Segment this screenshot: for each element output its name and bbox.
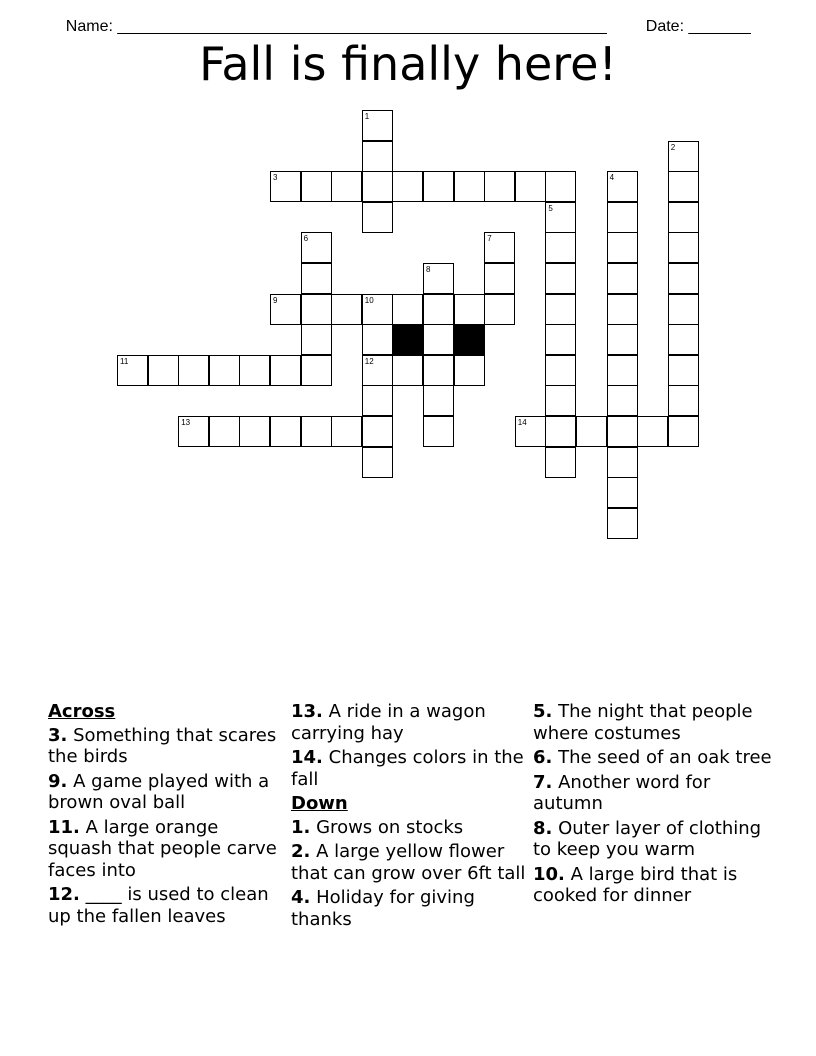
clue-down-5 (533, 701, 778, 744)
crossword-cell[interactable] (423, 294, 454, 325)
clue-number: 3. (48, 724, 68, 746)
crossword-cell[interactable] (423, 416, 454, 447)
crossword-cell[interactable] (668, 385, 699, 416)
clue-number-label: 1 (364, 112, 370, 121)
crossword-cell[interactable] (392, 294, 423, 325)
crossword-cell[interactable] (484, 263, 515, 294)
clue-text: A ride in a wagon carrying hay (291, 701, 486, 744)
name-label: Name: (65, 18, 118, 35)
clue-across-13 (291, 701, 527, 744)
crossword-cell[interactable] (454, 355, 485, 386)
crossword-cell[interactable] (178, 416, 209, 447)
clue-number-label: 3 (273, 173, 278, 183)
clue-column-3 (533, 701, 778, 910)
clue-text: A large yellow flower that can grow over 6ft tall (291, 841, 526, 884)
clue-text: The seed of an oak tree (558, 747, 772, 768)
clue-down-10 (533, 864, 778, 907)
clue-across-12 (48, 884, 284, 927)
crossword-cell[interactable] (362, 202, 393, 233)
crossword-cell[interactable] (545, 447, 576, 478)
crossword-cell[interactable] (576, 416, 607, 447)
crossword-cell[interactable] (331, 171, 362, 202)
clue-number: 13. (291, 701, 323, 722)
clue-text: Another word for autumn (533, 771, 711, 814)
clue-text: Outer layer of clothing to keep you warm (533, 817, 762, 860)
crossword-cell[interactable] (668, 416, 699, 447)
clue-text: ____ is used to clean up the fallen leaves (48, 884, 269, 927)
clue-number: 5. (533, 701, 553, 722)
crossword-cell[interactable] (423, 263, 454, 294)
clue-number: 4. (291, 887, 311, 908)
crossword-cell[interactable] (362, 110, 393, 141)
clue-number-label: 14 (517, 418, 527, 427)
crossword-cell[interactable] (637, 416, 668, 447)
crossword-cell[interactable] (607, 324, 638, 355)
crossword-cell[interactable] (545, 263, 576, 294)
crossword-cell[interactable] (454, 294, 485, 325)
crossword-cell[interactable] (423, 324, 454, 355)
crossword-cell[interactable] (668, 202, 699, 233)
crossword-cell[interactable] (239, 416, 270, 447)
crossword-cell[interactable] (607, 232, 638, 263)
crossword-cell[interactable] (270, 355, 301, 386)
blocked-cell (392, 324, 423, 355)
clue-number: 8. (533, 817, 553, 839)
crossword-cell[interactable] (209, 355, 240, 386)
crossword-cell[interactable] (148, 355, 179, 386)
clue-number-label: 4 (609, 173, 615, 183)
crossword-cell[interactable] (362, 171, 393, 202)
crossword-cell[interactable] (362, 355, 393, 386)
clue-text: A large orange squash that people carve faces into (48, 816, 277, 881)
crossword-cell[interactable] (362, 294, 393, 325)
clue-number-label: 12 (364, 356, 374, 366)
clue-number: 1. (291, 816, 311, 838)
crossword-cell[interactable] (668, 355, 699, 386)
crossword-cell[interactable] (392, 355, 423, 386)
crossword-cell[interactable] (362, 447, 393, 478)
clue-number: 9. (48, 770, 68, 792)
crossword-cell[interactable] (423, 385, 454, 416)
clue-text: Something that scares the birds (48, 724, 277, 767)
crossword-cell[interactable] (484, 171, 515, 202)
clue-number-label: 11 (120, 356, 129, 366)
crossword-cell[interactable] (301, 416, 332, 447)
clue-text: Holiday for giving thanks (291, 887, 475, 930)
clue-number-label: 8 (426, 265, 431, 274)
crossword-cell[interactable] (668, 141, 699, 172)
clue-number-label: 10 (364, 295, 374, 305)
crossword-cell[interactable] (607, 385, 638, 416)
clue-down-6 (533, 747, 778, 769)
clue-number: 11. (48, 816, 80, 838)
crossword-cell[interactable] (545, 416, 576, 447)
crossword-cell[interactable] (392, 171, 423, 202)
clue-number: 10. (533, 863, 565, 885)
clue-number-label: 9 (273, 295, 278, 305)
blocked-cell (454, 324, 485, 355)
clue-column-2 (291, 701, 527, 933)
crossword-cell[interactable] (270, 294, 301, 325)
crossword-cell[interactable] (362, 385, 393, 416)
down-heading: Down (291, 793, 348, 814)
crossword-cell[interactable] (668, 263, 699, 294)
crossword-cell[interactable] (331, 416, 362, 447)
clue-number: 12. (48, 884, 80, 905)
crossword-cell[interactable] (178, 355, 209, 386)
crossword-cell[interactable] (301, 294, 332, 325)
clue-across-11 (48, 817, 284, 882)
clue-column-1 (48, 701, 284, 930)
crossword-cell[interactable] (545, 232, 576, 263)
crossword-cell[interactable] (362, 416, 393, 447)
crossword-cell[interactable] (607, 355, 638, 386)
crossword-cell[interactable] (301, 355, 332, 386)
clue-across-9 (48, 771, 284, 814)
crossword-cell[interactable] (545, 324, 576, 355)
page-title: Fall is finally here! (199, 37, 617, 91)
clue-down-8 (533, 818, 778, 861)
crossword-cell[interactable] (545, 294, 576, 325)
crossword-cell[interactable] (301, 263, 332, 294)
crossword-cell[interactable] (484, 294, 515, 325)
crossword-cell[interactable] (515, 416, 546, 447)
crossword-cell[interactable] (301, 232, 332, 263)
crossword-cell[interactable] (301, 324, 332, 355)
crossword-cell[interactable] (270, 171, 301, 202)
crossword-cell[interactable] (607, 416, 638, 447)
crossword-cell[interactable] (668, 171, 699, 202)
crossword-cell[interactable] (454, 171, 485, 202)
clue-text: A large bird that is cooked for dinner (533, 863, 738, 906)
clue-number-label: 13 (181, 418, 191, 427)
crossword-cell[interactable] (270, 416, 301, 447)
clue-number-label: 6 (303, 234, 309, 244)
clue-text: A game played with a brown oval ball (48, 770, 270, 813)
crossword-cell[interactable] (239, 355, 270, 386)
across-heading: Across (48, 701, 116, 722)
clue-number-label: 7 (487, 234, 492, 244)
name-line: _______________________________________________________ (117, 18, 607, 35)
crossword-cell[interactable] (362, 141, 393, 172)
clue-number: 14. (291, 747, 323, 768)
crossword-cell[interactable] (545, 355, 576, 386)
clue-text: Changes colors in the fall (291, 747, 524, 790)
crossword-cell[interactable] (545, 171, 576, 202)
clue-list (48, 701, 778, 981)
clue-down-2 (291, 841, 527, 884)
crossword-cell[interactable] (668, 324, 699, 355)
clue-across-14 (291, 747, 527, 790)
clue-text: The night that people where costumes (533, 701, 753, 744)
crossword-cell[interactable] (545, 202, 576, 233)
crossword-cell[interactable] (607, 508, 638, 539)
clue-number-label: 5 (548, 203, 553, 213)
crossword-cell[interactable] (515, 171, 546, 202)
crossword-cell[interactable] (117, 355, 148, 386)
clue-down-7 (533, 772, 778, 815)
crossword-cell[interactable] (301, 171, 332, 202)
crossword-cell[interactable] (607, 294, 638, 325)
crossword-cell[interactable] (362, 324, 393, 355)
crossword-cell[interactable] (545, 385, 576, 416)
clue-across-3 (48, 725, 284, 768)
crossword-cell[interactable] (484, 232, 515, 263)
crossword-cell[interactable] (668, 232, 699, 263)
crossword-cell[interactable] (331, 294, 362, 325)
clue-number: 2. (291, 841, 311, 862)
clue-down-1 (291, 817, 527, 839)
crossword-cell[interactable] (607, 477, 638, 508)
clue-number: 6. (533, 747, 553, 768)
crossword-cell[interactable] (607, 447, 638, 478)
crossword-cell[interactable] (209, 416, 240, 447)
crossword-cell[interactable] (607, 202, 638, 233)
clue-number: 7. (533, 771, 553, 793)
crossword-cell[interactable] (607, 171, 638, 202)
crossword-cell[interactable] (607, 263, 638, 294)
clue-number-label: 2 (670, 142, 676, 152)
clue-down-4 (291, 887, 527, 930)
crossword-cell[interactable] (423, 171, 454, 202)
crossword-cell[interactable] (668, 294, 699, 325)
date-line: _______ (688, 18, 751, 35)
crossword-cell[interactable] (423, 355, 454, 386)
date-label: Date: (645, 18, 689, 35)
clue-text: Grows on stocks (316, 816, 464, 838)
